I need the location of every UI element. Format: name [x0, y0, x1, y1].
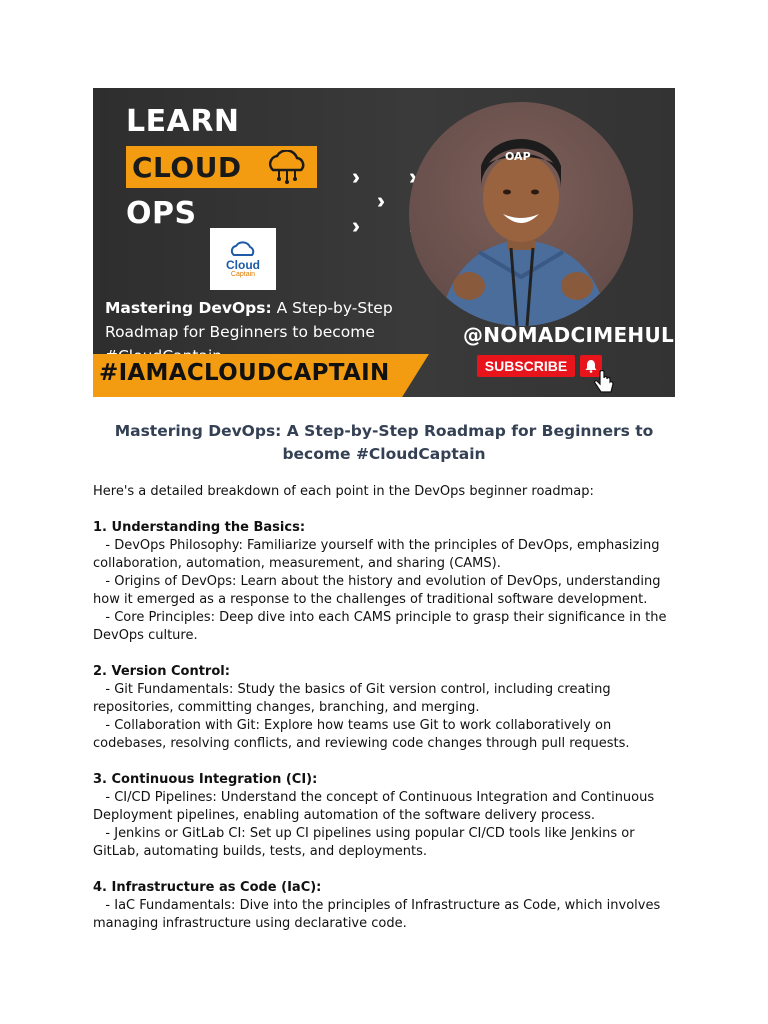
section-item: - Core Principles: Deep dive into each CAMS principle to grasp their significance in the DevOps culture.	[93, 610, 671, 643]
svg-text:OAP: OAP	[505, 150, 531, 163]
banner-learn-text: LEARN	[126, 104, 240, 139]
section-item: - DevOps Philosophy: Familiarize yourself with the principles of DevOps, emphasizing collaboration, automation, measurement, and sharing (CAMS).	[93, 538, 664, 571]
banner-subtitle-bold: Mastering DevOps:	[105, 299, 272, 317]
section-item: - Collaboration with Git: Explore how teams use Git to work collaboratively on codebases, resolving conflicts, and reviewing code changes through pull requests.	[93, 718, 630, 751]
document-body	[93, 483, 683, 933]
section-item: - Git Fundamentals: Study the basics of Git version control, including creating repositories, committing changes, branching, and merging.	[93, 682, 615, 715]
banner-cloud-highlight	[126, 146, 317, 188]
section-title: 1. Understanding the Basics:	[93, 520, 306, 535]
section-item: - IaC Fundamentals: Dive into the principles of Infrastructure as Code, which involves managing infrastructure using declarative code.	[93, 898, 665, 931]
promo-banner	[93, 88, 675, 397]
banner-subtitle-rest: A Step-by-Step Roadmap for Beginners to become	[105, 299, 393, 341]
section-item: - Origins of DevOps: Learn about the history and evolution of DevOps, understanding how it emerged as a response to the challenges of traditional software development.	[93, 574, 665, 607]
cloud-captain-logo	[210, 228, 276, 290]
chevron-arrows-icon: ›››	[352, 164, 353, 189]
logo-word-cloud: Cloud	[226, 258, 260, 272]
hand-cursor-icon	[593, 370, 615, 397]
section-title: 2. Version Control:	[93, 664, 230, 679]
cloud-network-icon	[263, 150, 311, 189]
chevron-arrows-icon: ›››	[352, 213, 353, 238]
banner-cloud-text: CLOUD	[132, 150, 242, 184]
section-item: - CI/CD Pipelines: Understand the concept of Continuous Integration and Continuous Deployment pipelines, enabling automation of the software delivery process.	[93, 790, 659, 823]
subscribe-button[interactable]: SUBSCRIBE	[477, 355, 575, 377]
document-title: Mastering DevOps: A Step-by-Step Roadmap for Beginners to become #CloudCaptain	[114, 422, 654, 463]
logo-cloud-icon	[228, 239, 258, 257]
chevron-arrows-icon: ›››	[377, 188, 378, 213]
section-item: - Jenkins or GitLab CI: Set up CI pipelines using popular CI/CD tools like Jenkins or GitLab, automating builds, tests, and deployments.	[93, 826, 639, 859]
intro-paragraph: Here's a detailed breakdown of each point in the DevOps beginner roadmap:	[93, 484, 594, 499]
section-title: 3. Continuous Integration (CI):	[93, 772, 318, 787]
banner-hashtag: #IAMACLOUDCAPTAIN	[99, 360, 390, 386]
social-handle: @NOMADCIMEHUL	[463, 323, 675, 347]
banner-ops-text: OPS	[126, 196, 197, 231]
chevron-arrows-icon: ›››	[409, 164, 410, 189]
section-title: 4. Infrastructure as Code (IaC):	[93, 880, 322, 895]
presenter-photo	[409, 102, 633, 326]
logo-word-captain: Captain	[230, 271, 256, 278]
